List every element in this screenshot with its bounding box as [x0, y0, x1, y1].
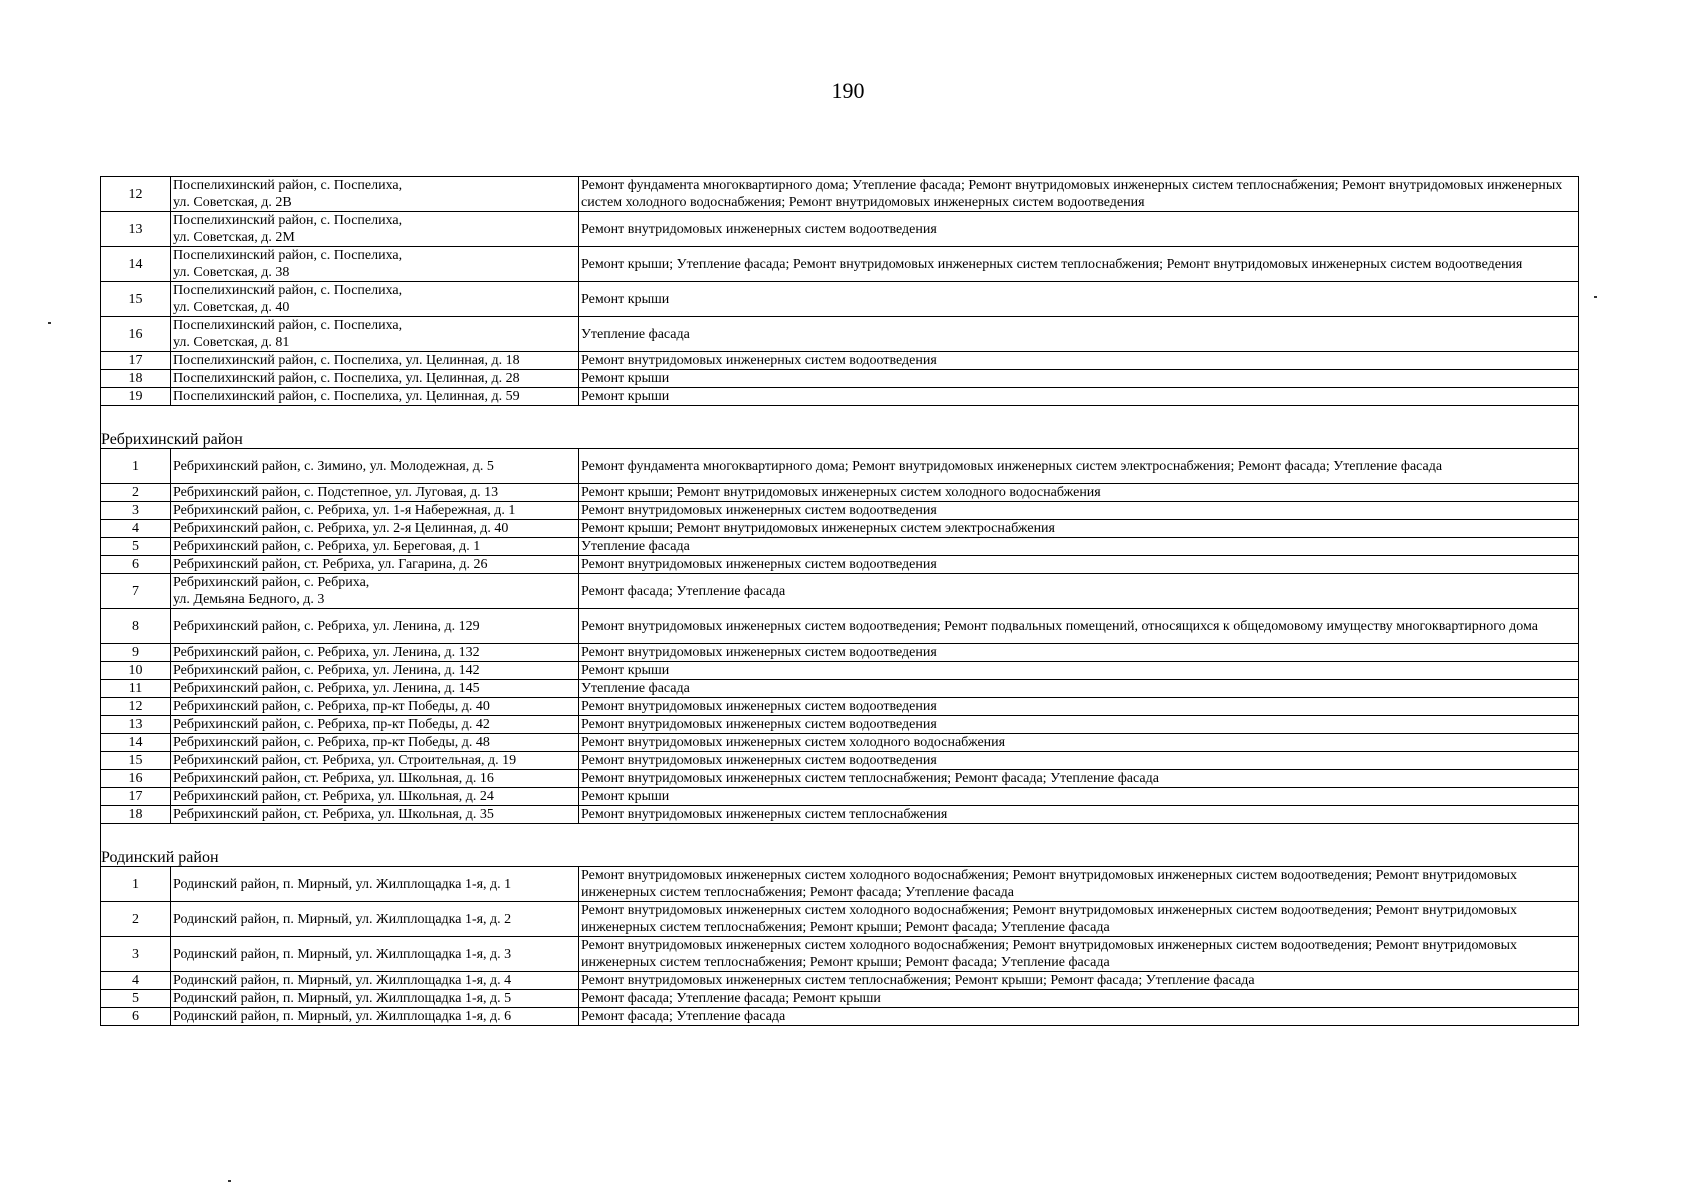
- repair-works-cell: Ремонт внутридомовых инженерных систем водоотведения: [579, 716, 1579, 734]
- repair-works-cell: Ремонт крыши: [579, 662, 1579, 680]
- repair-works-cell: Ремонт внутридомовых инженерных систем водоотведения: [579, 752, 1579, 770]
- repair-works-cell: Ремонт внутридомовых инженерных систем холодного водоснабжения; Ремонт внутридомовых инженерных систем водоотведения; Ремонт внутридомовых инженерных систем теплоснабжения; Ремонт крыши; Ремонт фасада; Утепление фасада: [579, 902, 1579, 937]
- repair-works-cell: Ремонт внутридомовых инженерных систем холодного водоснабжения; Ремонт внутридомовых инженерных систем водоотведения; Ремонт внутридомовых инженерных систем теплоснабжения; Ремонт крыши; Ремонт фасада; Утепление фасада: [579, 937, 1579, 972]
- repair-works-cell: Ремонт фасада; Утепление фасада: [579, 1008, 1579, 1026]
- address-cell: Родинский район, п. Мирный, ул. Жилплощадка 1-я, д. 4: [171, 972, 579, 990]
- row-number: 16: [101, 317, 171, 352]
- section-header-cell: [101, 824, 1579, 867]
- repair-works-cell: Ремонт внутридомовых инженерных систем водоотведения: [579, 212, 1579, 247]
- repair-works-cell: Ремонт крыши; Ремонт внутридомовых инженерных систем холодного водоснабжения: [579, 484, 1579, 502]
- row-number: 12: [101, 177, 171, 212]
- table-row: [101, 806, 1579, 824]
- repair-works-cell: Ремонт внутридомовых инженерных систем водоотведения: [579, 352, 1579, 370]
- address-cell: Ребрихинский район, ст. Ребриха, ул. Строительная, д. 19: [171, 752, 579, 770]
- row-number: 3: [101, 937, 171, 972]
- repair-works-cell: Ремонт внутридомовых инженерных систем водоотведения: [579, 502, 1579, 520]
- table-row: [101, 609, 1579, 644]
- table-row: [101, 937, 1579, 972]
- row-number: 18: [101, 806, 171, 824]
- address-cell: Родинский район, п. Мирный, ул. Жилплощадка 1-я, д. 3: [171, 937, 579, 972]
- table-row: [101, 370, 1579, 388]
- repair-works-cell: Ремонт внутридомовых инженерных систем теплоснабжения: [579, 806, 1579, 824]
- table-row: [101, 574, 1579, 609]
- table-row: [101, 990, 1579, 1008]
- repair-works-cell: Ремонт крыши: [579, 282, 1579, 317]
- repair-works-cell: Ремонт внутридомовых инженерных систем водоотведения: [579, 698, 1579, 716]
- table-row: [101, 212, 1579, 247]
- table-row: [101, 770, 1579, 788]
- row-number: 8: [101, 609, 171, 644]
- scan-speck: [48, 322, 51, 324]
- address-cell: Ребрихинский район, с. Ребриха, ул. 1-я Набережная, д. 1: [171, 502, 579, 520]
- table-row: [101, 538, 1579, 556]
- repair-works-cell: Утепление фасада: [579, 317, 1579, 352]
- row-number: 13: [101, 212, 171, 247]
- table-row: [101, 716, 1579, 734]
- row-number: 16: [101, 770, 171, 788]
- address-cell: Поспелихинский район, с. Поспелиха, ул. Целинная, д. 59: [171, 388, 579, 406]
- table-row: [101, 752, 1579, 770]
- repair-works-cell: Ремонт крыши: [579, 788, 1579, 806]
- housing-repair-table: [100, 176, 1579, 1026]
- table-row: [101, 177, 1579, 212]
- address-cell: Ребрихинский район, ст. Ребриха, ул. Школьная, д. 16: [171, 770, 579, 788]
- table-row: [101, 352, 1579, 370]
- row-number: 5: [101, 990, 171, 1008]
- address-cell: Ребрихинский район, с. Ребриха, пр-кт Победы, д. 48: [171, 734, 579, 752]
- row-number: 15: [101, 752, 171, 770]
- table-row: [101, 972, 1579, 990]
- address-cell: Родинский район, п. Мирный, ул. Жилплощадка 1-я, д. 6: [171, 1008, 579, 1026]
- repair-works-cell: Ремонт внутридомовых инженерных систем холодного водоснабжения; Ремонт внутридомовых инженерных систем водоотведения; Ремонт внутридомовых инженерных систем теплоснабжения; Ремонт фасада; Утепление фасада: [579, 867, 1579, 902]
- address-cell: Поспелихинский район, с. Поспелиха, ул. Целинная, д. 18: [171, 352, 579, 370]
- section-title: Ребрихинский район: [101, 431, 243, 448]
- repair-works-cell: Утепление фасада: [579, 680, 1579, 698]
- address-cell: Поспелихинский район, с. Поспелиха, ул. Советская, д. 81: [171, 317, 579, 352]
- section-title: Родинский район: [101, 849, 219, 866]
- table-row: [101, 282, 1579, 317]
- table-row: [101, 644, 1579, 662]
- row-number: 6: [101, 1008, 171, 1026]
- row-number: 17: [101, 788, 171, 806]
- row-number: 4: [101, 520, 171, 538]
- table-row: [101, 734, 1579, 752]
- address-cell: Ребрихинский район, с. Ребриха, ул. Демьяна Бедного, д. 3: [171, 574, 579, 609]
- table-row: [101, 680, 1579, 698]
- address-cell: Поспелихинский район, с. Поспелиха, ул. Советская, д. 2М: [171, 212, 579, 247]
- address-cell: Ребрихинский район, с. Ребриха, ул. Береговая, д. 1: [171, 538, 579, 556]
- address-cell: Родинский район, п. Мирный, ул. Жилплощадка 1-я, д. 5: [171, 990, 579, 1008]
- repair-works-cell: Ремонт внутридомовых инженерных систем водоотведения; Ремонт подвальных помещений, относящихся к общедомовому имуществу многоквартирного дома: [579, 609, 1579, 644]
- row-number: 11: [101, 680, 171, 698]
- repair-works-cell: Ремонт крыши: [579, 388, 1579, 406]
- address-cell: Ребрихинский район, с. Зимино, ул. Молодежная, д. 5: [171, 449, 579, 484]
- table-row: [101, 788, 1579, 806]
- address-cell: Ребрихинский район, с. Ребриха, пр-кт Победы, д. 40: [171, 698, 579, 716]
- table-row: [101, 484, 1579, 502]
- section-header-row: [101, 824, 1579, 867]
- page-number: 190: [831, 78, 865, 103]
- row-number: 15: [101, 282, 171, 317]
- row-number: 3: [101, 502, 171, 520]
- scan-speck: [1594, 296, 1597, 298]
- section-header-row: [101, 406, 1579, 449]
- row-number: 12: [101, 698, 171, 716]
- repair-works-cell: Ремонт крыши; Утепление фасада; Ремонт внутридомовых инженерных систем теплоснабжения; Ремонт внутридомовых инженерных систем водоотведения: [579, 247, 1579, 282]
- address-cell: Ребрихинский район, с. Ребриха, пр-кт Победы, д. 42: [171, 716, 579, 734]
- repair-works-cell: Ремонт внутридомовых инженерных систем теплоснабжения; Ремонт крыши; Ремонт фасада; Утепление фасада: [579, 972, 1579, 990]
- row-number: 18: [101, 370, 171, 388]
- repair-works-cell: Ремонт крыши: [579, 370, 1579, 388]
- repair-works-cell: Ремонт крыши; Ремонт внутридомовых инженерных систем электроснабжения: [579, 520, 1579, 538]
- table-row: [101, 662, 1579, 680]
- row-number: 17: [101, 352, 171, 370]
- row-number: 13: [101, 716, 171, 734]
- address-cell: Поспелихинский район, с. Поспелиха, ул. Целинная, д. 28: [171, 370, 579, 388]
- repair-works-cell: Ремонт внутридомовых инженерных систем водоотведения: [579, 644, 1579, 662]
- address-cell: Ребрихинский район, с. Ребриха, ул. Ленина, д. 142: [171, 662, 579, 680]
- table-row: [101, 902, 1579, 937]
- table-body: [101, 177, 1579, 1026]
- address-cell: Ребрихинский район, ст. Ребриха, ул. Школьная, д. 24: [171, 788, 579, 806]
- address-cell: Поспелихинский район, с. Поспелиха, ул. Советская, д. 40: [171, 282, 579, 317]
- repair-works-cell: Ремонт фундамента многоквартирного дома; Утепление фасада; Ремонт внутридомовых инженерных систем теплоснабжения; Ремонт внутридомовых инженерных систем холодного водоснабжения; Ремонт внутридомовых инженерных систем водоотведения: [579, 177, 1579, 212]
- row-number: 14: [101, 734, 171, 752]
- row-number: 19: [101, 388, 171, 406]
- row-number: 2: [101, 902, 171, 937]
- table-row: [101, 698, 1579, 716]
- table-row: [101, 247, 1579, 282]
- table-row: [101, 867, 1579, 902]
- table-row: [101, 502, 1579, 520]
- repair-works-cell: Ремонт фасада; Утепление фасада; Ремонт крыши: [579, 990, 1579, 1008]
- table-row: [101, 520, 1579, 538]
- row-number: 2: [101, 484, 171, 502]
- address-cell: Поспелихинский район, с. Поспелиха, ул. Советская, д. 2В: [171, 177, 579, 212]
- section-header-cell: [101, 406, 1579, 449]
- row-number: 7: [101, 574, 171, 609]
- repair-works-cell: Ремонт фундамента многоквартирного дома; Ремонт внутридомовых инженерных систем электроснабжения; Ремонт фасада; Утепление фасада: [579, 449, 1579, 484]
- address-cell: Ребрихинский район, с. Ребриха, ул. Ленина, д. 145: [171, 680, 579, 698]
- row-number: 6: [101, 556, 171, 574]
- address-cell: Ребрихинский район, с. Подстепное, ул. Луговая, д. 13: [171, 484, 579, 502]
- table-row: [101, 388, 1579, 406]
- repair-works-cell: Ремонт внутридомовых инженерных систем холодного водоснабжения: [579, 734, 1579, 752]
- address-cell: Родинский район, п. Мирный, ул. Жилплощадка 1-я, д. 1: [171, 867, 579, 902]
- table-row: [101, 317, 1579, 352]
- address-cell: Ребрихинский район, ст. Ребриха, ул. Гагарина, д. 26: [171, 556, 579, 574]
- repair-works-cell: Утепление фасада: [579, 538, 1579, 556]
- address-cell: Родинский район, п. Мирный, ул. Жилплощадка 1-я, д. 2: [171, 902, 579, 937]
- row-number: 1: [101, 867, 171, 902]
- row-number: 9: [101, 644, 171, 662]
- row-number: 10: [101, 662, 171, 680]
- row-number: 14: [101, 247, 171, 282]
- repair-works-cell: Ремонт внутридомовых инженерных систем водоотведения: [579, 556, 1579, 574]
- scan-speck: [228, 1180, 231, 1182]
- row-number: 1: [101, 449, 171, 484]
- repair-works-cell: Ремонт внутридомовых инженерных систем теплоснабжения; Ремонт фасада; Утепление фасада: [579, 770, 1579, 788]
- address-cell: Поспелихинский район, с. Поспелиха, ул. Советская, д. 38: [171, 247, 579, 282]
- row-number: 4: [101, 972, 171, 990]
- address-cell: Ребрихинский район, с. Ребриха, ул. Ленина, д. 129: [171, 609, 579, 644]
- address-cell: Ребрихинский район, с. Ребриха, ул. Ленина, д. 132: [171, 644, 579, 662]
- table-row: [101, 1008, 1579, 1026]
- table-row: [101, 556, 1579, 574]
- repair-works-cell: Ремонт фасада; Утепление фасада: [579, 574, 1579, 609]
- address-cell: Ребрихинский район, ст. Ребриха, ул. Школьная, д. 35: [171, 806, 579, 824]
- table-row: [101, 449, 1579, 484]
- row-number: 5: [101, 538, 171, 556]
- address-cell: Ребрихинский район, с. Ребриха, ул. 2-я Целинная, д. 40: [171, 520, 579, 538]
